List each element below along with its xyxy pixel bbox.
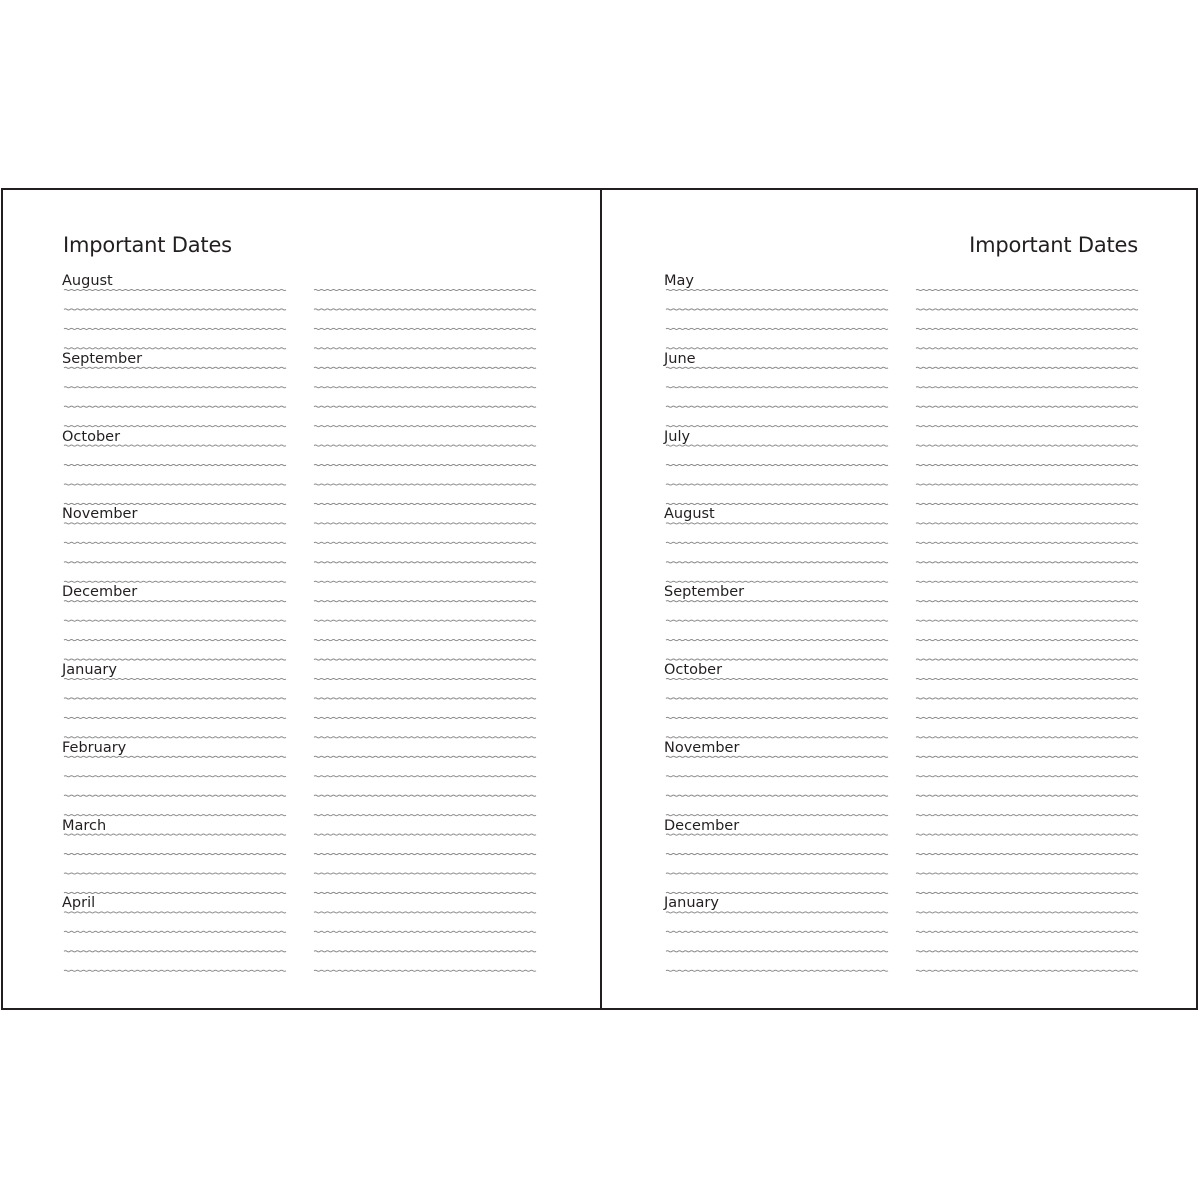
writing-line: [916, 912, 1138, 913]
writing-line: [916, 951, 1138, 952]
writing-line: [916, 756, 1138, 757]
writing-line: [666, 328, 888, 329]
writing-line: [916, 328, 1138, 329]
writing-line: [64, 445, 286, 446]
writing-line: [64, 659, 286, 660]
writing-line: [314, 659, 536, 660]
writing-line: [666, 970, 888, 971]
month-label-september: September: [62, 350, 143, 367]
writing-line: [314, 795, 536, 796]
writing-line: [314, 348, 536, 349]
writing-line: [314, 406, 536, 407]
writing-line: [666, 309, 888, 310]
writing-line: [314, 289, 536, 290]
writing-line: [666, 601, 888, 602]
month-label-july: July: [664, 428, 691, 445]
writing-line: [666, 426, 888, 427]
writing-line: [64, 367, 286, 368]
writing-line: [666, 776, 888, 777]
writing-line: [314, 484, 536, 485]
writing-line: [666, 834, 888, 835]
writing-line: [666, 484, 888, 485]
writing-line: [666, 698, 888, 699]
writing-line: [666, 289, 888, 290]
writing-line: [666, 892, 888, 893]
writing-line: [916, 426, 1138, 427]
writing-line: [64, 970, 286, 971]
month-label-october: October: [664, 662, 723, 678]
writing-line: [64, 873, 286, 874]
writing-line: [666, 951, 888, 952]
writing-line: [314, 601, 536, 602]
month-label-august: August: [62, 273, 113, 289]
month-label-january: January: [62, 662, 117, 678]
writing-line: [314, 309, 536, 310]
writing-line: [916, 581, 1138, 582]
writing-line: [314, 892, 536, 893]
writing-line: [916, 289, 1138, 290]
writing-line: [64, 523, 286, 524]
writing-line: [314, 465, 536, 466]
writing-line: [64, 892, 286, 893]
writing-line: [916, 348, 1138, 349]
writing-line: [916, 892, 1138, 893]
writing-line: [916, 815, 1138, 816]
writing-line: [314, 854, 536, 855]
writing-line: [64, 912, 286, 913]
writing-line: [916, 873, 1138, 874]
writing-line: [666, 678, 888, 679]
writing-line: [916, 367, 1138, 368]
writing-line: [314, 717, 536, 718]
writing-line: [666, 620, 888, 621]
writing-line: [64, 737, 286, 738]
writing-line: [916, 795, 1138, 796]
writing-line: [666, 406, 888, 407]
month-label-april: April: [62, 895, 96, 912]
month-label-october: October: [62, 428, 121, 445]
writing-line: [64, 387, 286, 388]
writing-line: [916, 931, 1138, 932]
writing-line: [666, 503, 888, 504]
writing-line: [64, 620, 286, 621]
month-label-november: November: [664, 739, 740, 756]
writing-line: [916, 854, 1138, 855]
writing-line: [916, 484, 1138, 485]
writing-line: [666, 445, 888, 446]
writing-line: [64, 426, 286, 427]
writing-line: [916, 542, 1138, 543]
writing-line: [64, 406, 286, 407]
writing-line: [916, 406, 1138, 407]
writing-line: [916, 717, 1138, 718]
writing-line: [666, 387, 888, 388]
writing-line: [666, 717, 888, 718]
writing-line: [916, 640, 1138, 641]
writing-line: [666, 795, 888, 796]
writing-line: [314, 328, 536, 329]
writing-line: [666, 640, 888, 641]
writing-line: [64, 834, 286, 835]
writing-line: [64, 756, 286, 757]
writing-line: [314, 640, 536, 641]
writing-line: [666, 562, 888, 563]
writing-line: [64, 795, 286, 796]
writing-line: [314, 542, 536, 543]
writing-line: [64, 328, 286, 329]
month-label-may: May: [664, 273, 694, 289]
writing-line: [916, 445, 1138, 446]
month-label-january: January: [664, 895, 719, 912]
writing-line: [64, 951, 286, 952]
writing-line: [916, 659, 1138, 660]
writing-line: [64, 815, 286, 816]
writing-line: [666, 756, 888, 757]
writing-line: [314, 387, 536, 388]
writing-line: [314, 756, 536, 757]
writing-line: [314, 776, 536, 777]
writing-line: [314, 931, 536, 932]
writing-line: [916, 970, 1138, 971]
writing-line: [314, 503, 536, 504]
writing-line: [916, 523, 1138, 524]
writing-line: [314, 698, 536, 699]
writing-line: [666, 659, 888, 660]
writing-line: [916, 601, 1138, 602]
writing-line: [64, 698, 286, 699]
writing-line: [314, 815, 536, 816]
writing-line: [666, 931, 888, 932]
writing-line: [314, 562, 536, 563]
writing-line: [666, 854, 888, 855]
month-label-december: December: [664, 817, 740, 834]
writing-line: [666, 542, 888, 543]
writing-line: [64, 562, 286, 563]
writing-line: [666, 465, 888, 466]
writing-line: [64, 601, 286, 602]
writing-line: [314, 737, 536, 738]
month-label-march: March: [62, 817, 107, 834]
writing-line: [916, 620, 1138, 621]
writing-line: [64, 678, 286, 679]
writing-line: [314, 834, 536, 835]
writing-line: [916, 387, 1138, 388]
writing-line: [916, 737, 1138, 738]
writing-line: [64, 581, 286, 582]
writing-line: [314, 951, 536, 952]
writing-line: [314, 445, 536, 446]
writing-line: [64, 465, 286, 466]
writing-line: [64, 854, 286, 855]
month-label-december: December: [62, 584, 138, 601]
writing-line: [314, 970, 536, 971]
month-label-august: August: [664, 506, 715, 523]
writing-line: [916, 309, 1138, 310]
month-label-september: September: [664, 584, 745, 601]
writing-line: [916, 503, 1138, 504]
month-label-february: February: [62, 739, 127, 756]
writing-line: [64, 484, 286, 485]
writing-line: [666, 367, 888, 368]
writing-line: [64, 776, 286, 777]
writing-line: [916, 465, 1138, 466]
left-page-title: Important Dates: [63, 233, 232, 257]
writing-line: [64, 503, 286, 504]
writing-line: [916, 698, 1138, 699]
writing-line: [314, 620, 536, 621]
writing-line: [64, 309, 286, 310]
month-label-november: November: [62, 506, 138, 523]
writing-line: [64, 542, 286, 543]
writing-line: [314, 873, 536, 874]
writing-line: [916, 776, 1138, 777]
writing-line: [64, 717, 286, 718]
writing-line: [314, 523, 536, 524]
writing-line: [314, 678, 536, 679]
writing-line: [64, 640, 286, 641]
writing-line: [666, 737, 888, 738]
writing-line: [916, 562, 1138, 563]
writing-line: [314, 367, 536, 368]
writing-line: [314, 912, 536, 913]
month-label-june: June: [664, 350, 696, 367]
writing-line: [916, 678, 1138, 679]
writing-line: [666, 348, 888, 349]
writing-line: [666, 873, 888, 874]
writing-line: [314, 426, 536, 427]
writing-line: [64, 931, 286, 932]
writing-line: [666, 815, 888, 816]
right-page-title: Important Dates: [969, 233, 1138, 257]
writing-line: [916, 834, 1138, 835]
writing-line: [666, 581, 888, 582]
writing-line: [666, 912, 888, 913]
writing-line: [314, 581, 536, 582]
writing-line: [64, 289, 286, 290]
writing-line: [666, 523, 888, 524]
writing-line: [64, 348, 286, 349]
